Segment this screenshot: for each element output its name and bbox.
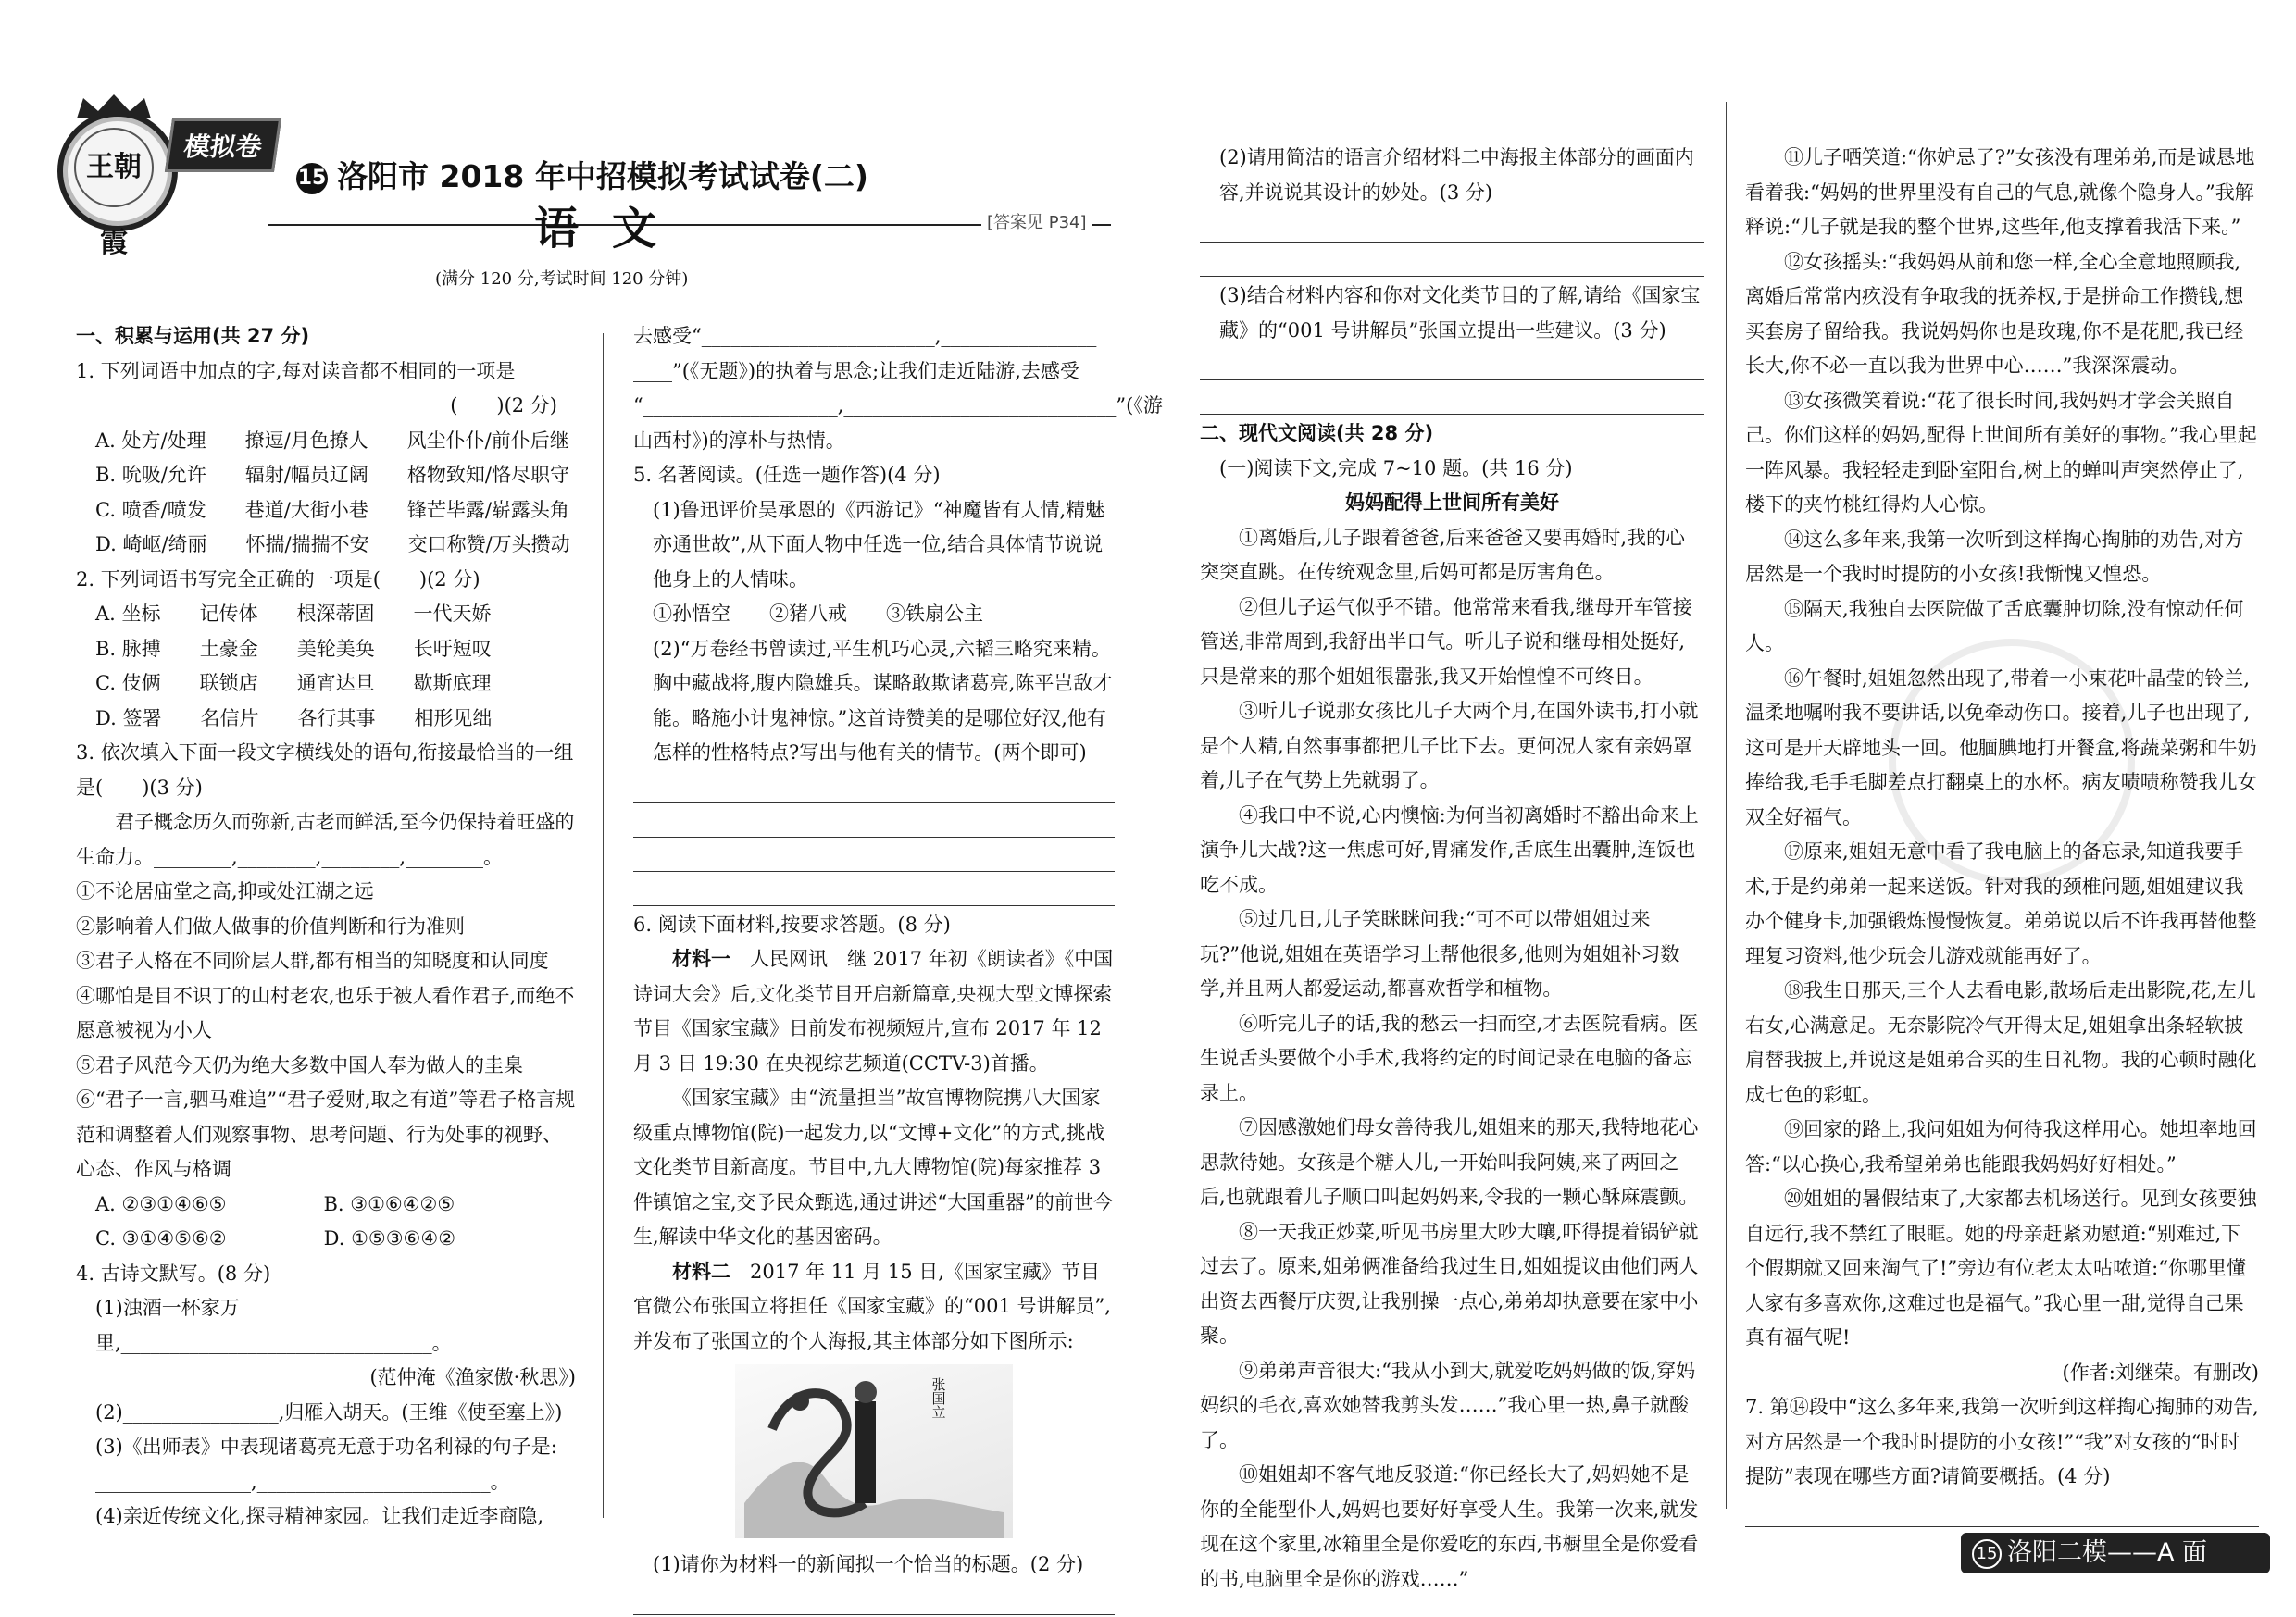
option: C. ③①④⑤⑥② D. ①⑤③⑥④② — [95, 1227, 456, 1250]
option: ⑥“君子一言,驷马难追”“君子爱财,取之有道”等君子格言规范和调整着人们观察事物、思考问题、行为处事的视野、心态、作风与格调 — [76, 1088, 576, 1180]
essay-paragraph: ④我口中不说,心内懊恼:为何当初离婚时不豁出命来上演争儿大战?这一焦虑可好,胃痛发作,舌底生出囊肿,连饭也吃不成。 — [1200, 803, 1699, 896]
essay-paragraph: ⑰原来,姐姐无意中看了我电脑上的备忘录,知道我要手术,于是约弟弟一起来送饭。针对我的颈椎问题,姐姐建议我办个健身卡,加强锻炼慢慢恢复。弟弟说以后不许我再替他整理复习资料,他少玩会儿游戏就能再好了。 — [1745, 840, 2257, 967]
option: A. ②③①④⑥⑤ B. ③①⑥④②⑤ — [95, 1192, 455, 1215]
footer-exam-number: 15 — [1972, 1539, 2002, 1569]
material-source: 人民网讯 — [750, 948, 828, 970]
poem-source: (范仲淹《渔家傲·秋思》) — [369, 1366, 576, 1388]
question-1-paren: ( )(2 分) — [450, 394, 557, 417]
question-6: 6. 阅读下面材料,按要求答题。(8 分) — [633, 913, 951, 936]
exam-title — [296, 153, 868, 196]
essay-paragraph: ⑭这么多年来,我第一次听到这样掏心掏肺的劝告,对方居然是一个我时时提防的小女孩!我惭愧又惶恐。 — [1745, 528, 2244, 585]
answer-line[interactable] — [633, 1583, 1115, 1615]
answer-line[interactable] — [1200, 348, 1704, 380]
poem-blank: ________________,________________________。 — [95, 1470, 510, 1493]
column-3 — [1200, 141, 1704, 1597]
essay-paragraph: ③听儿子说那女孩比儿子大两个月,在国外读书,打小就是个人精,自然事事都把儿子比下去。更何况人家有亲妈罩着,儿子在气势上先就弱了。 — [1200, 700, 1699, 791]
question-1: 1. 下列词语中加点的字,每对读音都不相同的一项是 — [76, 359, 516, 382]
question-5-1: (1)鲁迅评价吴承恩的《西游记》“神魔皆有人情,精魅亦通世故”,从下面人物中任选一位,结合具体情节说说他身上的人情味。 — [653, 498, 1105, 591]
essay-title: 妈妈配得上世间所有美好 — [1345, 491, 1559, 514]
essay-paragraph: ⑱我生日那天,三个人去看电影,散场后走出影院,花,左儿右女,心满意足。无奈影院冷气开得太足,姐姐拿出条轻软披肩替我披上,并说这是姐弟合买的生日礼物。我的心顿时融化成七色的彩虹。 — [1745, 979, 2257, 1106]
essay-paragraph: ⑦因感激她们母女善待我儿,姐姐来的那天,我特地花心思款待她。女孩是个糖人儿,一开始叫我阿姨,来了两回之后,也就跟着儿子顺口叫起妈妈来,令我的一颗心酥麻震颤。 — [1200, 1116, 1699, 1208]
option: A. 坐标 记传体 根深蒂固 一代天娇 — [95, 603, 492, 625]
essay-paragraph: ⑳姐姐的暑假结束了,大家都去机场送行。见到女孩要独自远行,我不禁红了眼眶。她的母亲赶紧劝慰道:“别难过,下个假期就又回来淘气了!”旁边有位老太太咕哝道:“你哪里懂人家有多喜欢你,这难过也是福气。”我心里一甜,觉得自己果真有福气呢! — [1745, 1188, 2257, 1349]
poem-blank: (3)《出师表》中表现诸葛亮无意于功名利禄的句子是: — [95, 1436, 557, 1458]
poem-blank: (1)浊酒一杯家万里,________________________________。 — [95, 1297, 452, 1354]
option: ②影响着人们做人做事的价值判断和行为准则 — [76, 914, 465, 938]
answer-line[interactable] — [633, 805, 1115, 838]
answer-line[interactable] — [1200, 244, 1704, 277]
exam-subtitle: (满分 120 分,考试时间 120 分钟) — [435, 269, 689, 289]
question-4: 4. 古诗文默写。(8 分) — [76, 1262, 271, 1285]
essay-paragraph: ⑬女孩微笑着说:“花了很长时间,我妈妈才学会关照自己。你们这样的妈妈,配得上世间所有美好的事物。”我心里起一阵风暴。我轻轻走到卧室阳台,树上的蝉叫声突然停止了,楼下的夹竹桃红得灼人心惊。 — [1745, 389, 2257, 516]
column-4 — [1745, 141, 2259, 1563]
option: B. 吮吸/允许 辐射/幅员辽阔 格物致知/恪尽职守 — [95, 464, 570, 486]
poem-blank: ____”(《无题》)的执着与思念;让我们走近陆游,去感受 — [633, 359, 1079, 382]
brand-logo — [57, 111, 178, 259]
mock-exam-banner: 模拟卷 — [165, 118, 281, 172]
question-6-2: (2)请用简洁的语言介绍材料二中海报主体部分的画面内容,并说说其设计的妙处。(3 分) — [1219, 146, 1694, 204]
essay-paragraph: ⑫女孩摇头:“我妈妈从前和您一样,全心全意地照顾我,离婚后常常内疚没有争取我的抚养权,于是拼命工作攒钱,想买套房子留给我。我说妈妈你也是玫瑰,你不是花肥,我已经长大,你不必一直以我为世界中心……”我深深震动。 — [1745, 250, 2244, 377]
column-divider — [603, 333, 604, 1518]
question-6-1: (1)请你为材料一的新闻拟一个恰当的标题。(2 分) — [653, 1553, 1084, 1575]
section-heading: 一、积累与运用(共 27 分) — [76, 325, 310, 347]
essay-paragraph: ⑲回家的路上,我问姐姐为何待我这样用心。她坦率地回答:“以心换心,我希望弟弟也能跟我妈妈好好相处。” — [1745, 1118, 2257, 1175]
option: D. 崎岖/绮丽 怀揣/揣揣不安 交口称赞/万头攒动 — [95, 533, 570, 555]
answer-line[interactable] — [633, 771, 1115, 803]
option: B. 脉搏 土豪金 美轮美奂 长吁短叹 — [95, 637, 492, 660]
poem-blank: “____________________,____________________________”(《游 — [633, 394, 1163, 417]
essay-paragraph: ①离婚后,儿子跟着爸爸,后来爸爸又要再婚时,我的心突突直跳。在传统观念里,后妈可都是厉害角色。 — [1200, 526, 1686, 583]
question-5-options: ①孙悟空 ②猪八戒 ③铁扇公主 — [653, 603, 983, 625]
poster-image — [735, 1364, 1013, 1538]
footer-label: 洛阳二模——A 面 — [2007, 1538, 2208, 1567]
poem-blank: 山西村》)的淳朴与热情。 — [633, 429, 845, 452]
column-2 — [633, 319, 1163, 1617]
brand-logo-text: 王朝霞 — [74, 128, 154, 207]
essay-paragraph: ⑪儿子哂笑道:“你妒忌了?”女孩没有理弟弟,而是诚恳地看着我:“妈妈的世界里没有自己的气息,就像个隐身人。”我解释说:“儿子就是我的整个世界,这些年,他支撑着我活下来。” — [1745, 146, 2255, 238]
material-label: 材料二 — [672, 1260, 730, 1283]
question-3-text: 君子概念历久而弥新,古老而鲜活,至今仍保持着旺盛的生命力。________,________,________,________。 — [76, 811, 575, 868]
poem-blank: 去感受“________________________,________________ — [633, 325, 1097, 347]
question-3: 3. 依次填入下面一段文字横线处的语句,衔接最恰当的一组是( )(3 分) — [76, 741, 574, 799]
option: A. 处方/处理 撩逗/月色撩人 风尘仆仆/前仆后继 — [95, 429, 569, 452]
question-6-3: (3)结合材料内容和你对文化类节目的了解,请给《国家宝藏》的“001 号讲解员”张国立提出一些建议。(3 分) — [1219, 284, 1701, 342]
question-2: 2. 下列词语书写完全正确的一项是( )(2 分) — [76, 567, 480, 591]
essay-paragraph: ⑯午餐时,姐姐忽然出现了,带着一小束花叶晶莹的铃兰,温柔地嘱咐我不要讲话,以免牵动伤口。接着,儿子也出现了,这可是开天辟地头一回。他腼腆地打开餐盒,将蔬菜粥和牛奶捧给我,毛手毛脚差点打翻桌上的水杯。病友啧啧称赞我儿女双全好福气。 — [1745, 666, 2257, 828]
page-footer-badge — [1961, 1533, 2270, 1573]
essay-author: (作者:刘继荣。有删改) — [2062, 1361, 2259, 1384]
option: ①不论居庙堂之高,抑或处江湖之远 — [76, 880, 374, 902]
column-divider — [1726, 102, 1727, 1509]
dragon-poster-graphic — [735, 1364, 1013, 1538]
material-1-text-2: 《国家宝藏》由“流量担当”故宫博物院携八大国家级重点博物馆(院)一起发力,以“文博+文化”的方式,挑战文化类节目新高度。节目中,九大博物馆(院)每家推荐 3 件镇馆之宝,交予民众甄选,通过讲述“大国重器”的前世今生,解读中华文化的基因密码。 — [633, 1087, 1113, 1248]
material-2-text: 2017 年 11 月 15 日,《国家宝藏》节目官微公布张国立将担任《国家宝藏》的“001 号讲解员”,并发布了张国立的个人海报,其主体部分如下图所示: — [633, 1260, 1111, 1352]
subject-title: 语文 — [534, 203, 691, 255]
answer-line[interactable] — [633, 874, 1115, 906]
question-5: 5. 名著阅读。(任选一题作答)(4 分) — [633, 464, 941, 486]
question-5-2: (2)“万卷经书曾读过,平生机巧心灵,六韬三略究来精。胸中藏战将,腹内隐雄兵。谋略敢欺诸葛亮,陈平岂敌才能。略施小计鬼神惊。”这首诗赞美的是哪位好汉,他有怎样的性格特点?写出与他有关的情节。(两个即可) — [653, 637, 1113, 764]
option: C. 伎俩 联锁店 通宵达旦 歇斯底理 — [95, 672, 492, 694]
answer-line[interactable] — [1200, 382, 1704, 415]
essay-paragraph: ⑨弟弟声音很大:“我从小到大,就爱吃妈妈做的饭,穿妈妈织的毛衣,喜欢她替我剪头发……”我心里一热,鼻子就酸了。 — [1200, 1359, 1696, 1451]
column-1 — [76, 319, 576, 1535]
option: C. 喷香/喷发 巷道/大街小巷 锋芒毕露/崭露头角 — [95, 498, 569, 521]
exam-title-text: 洛阳市 2018 年中招模拟考试试卷(二) — [337, 158, 868, 194]
option: ⑤君子风范今天仍为绝大多数中国人奉为做人的圭臬 — [76, 1053, 523, 1076]
essay-paragraph: ⑥听完儿子的话,我的愁云一扫而空,才去医院看病。医生说舌头要做个小手术,我将约定的时间记录在电脑的备忘录上。 — [1200, 1012, 1699, 1104]
poem-blank: (4)亲近传统文化,探寻精神家园。让我们走近李商隐, — [95, 1505, 544, 1527]
essay-paragraph: ⑮隔天,我独自去医院做了舌底囊肿切除,没有惊动任何人。 — [1745, 597, 2244, 654]
poem-blank: (2)________________,归雁入胡天。(王维《使至塞上》) — [95, 1400, 563, 1424]
exam-number-badge: 15 — [296, 163, 328, 194]
section-heading: 二、现代文阅读(共 28 分) — [1200, 422, 1434, 444]
essay-paragraph: ⑩姐姐却不客气地反驳道:“你已经长大了,妈妈她不是你的全能型仆人,妈妈也要好好享受人生。我第一次来,就发现在这个家里,冰箱里全是你爱吃的东西,书橱里全是你爱看的书,电脑里全是你的游戏……” — [1200, 1463, 1699, 1590]
answer-line[interactable] — [1200, 210, 1704, 243]
essay-paragraph: ⑧一天我正炒菜,听见书房里大吵大嚷,吓得提着锅铲就过去了。原来,姐弟俩准备给我过生日,姐姐提议由他们两人出资去西餐厅庆贺,让我别操一点心,弟弟却执意要在家中小聚。 — [1200, 1220, 1699, 1347]
poster-caption: 张国立 — [930, 1377, 947, 1419]
option: D. 签署 名信片 各行其事 相形见绌 — [95, 706, 493, 729]
essay-paragraph: ②但儿子运气似乎不错。他常常来看我,继母开车管接管送,非常周到,我舒出半口气。听儿子说和继母相处挺好,只是常来的那个姐姐很嚣张,我又开始惶惶不可终日。 — [1200, 595, 1692, 688]
option: ③君子人格在不同阶层人群,都有相当的知晓度和认同度 — [76, 950, 549, 972]
answer-line[interactable] — [1745, 1495, 2259, 1527]
part-heading: (一)阅读下文,完成 7~10 题。(共 16 分) — [1219, 456, 1573, 479]
answer-line[interactable] — [633, 840, 1115, 872]
option: ④哪怕是目不识丁的山村老农,也乐于被人看作君子,而绝不愿意被视为小人 — [76, 984, 575, 1041]
essay-paragraph: ⑤过几日,儿子笑眯眯问我:“可不可以带姐姐过来玩?”他说,姐姐在英语学习上帮他很多,他则为姐姐补习数学,并且两人都爱运动,都喜欢哲学和植物。 — [1200, 908, 1680, 1000]
material-1-text: 继 2017 年初《朗读者》《中国诗词大会》后,文化类节目开启新篇章,央视大型文博探索节目《国家宝藏》日前发布视频短片,宣布 2017 年 12 月 3 日 19:30 在央视综艺频道(CCTV-3)首播。 — [633, 948, 1114, 1075]
answer-reference: [答案见 P34] — [981, 209, 1092, 233]
material-label: 材料一 — [672, 948, 730, 970]
question-7: 7. 第⑭段中“这么多年来,我第一次听到这样掏心掏肺的劝告,对方居然是一个我时时提防的小女孩!”“我”对女孩的“时时提防”表现在哪些方面?请简要概括。(4 分) — [1745, 1396, 2259, 1487]
